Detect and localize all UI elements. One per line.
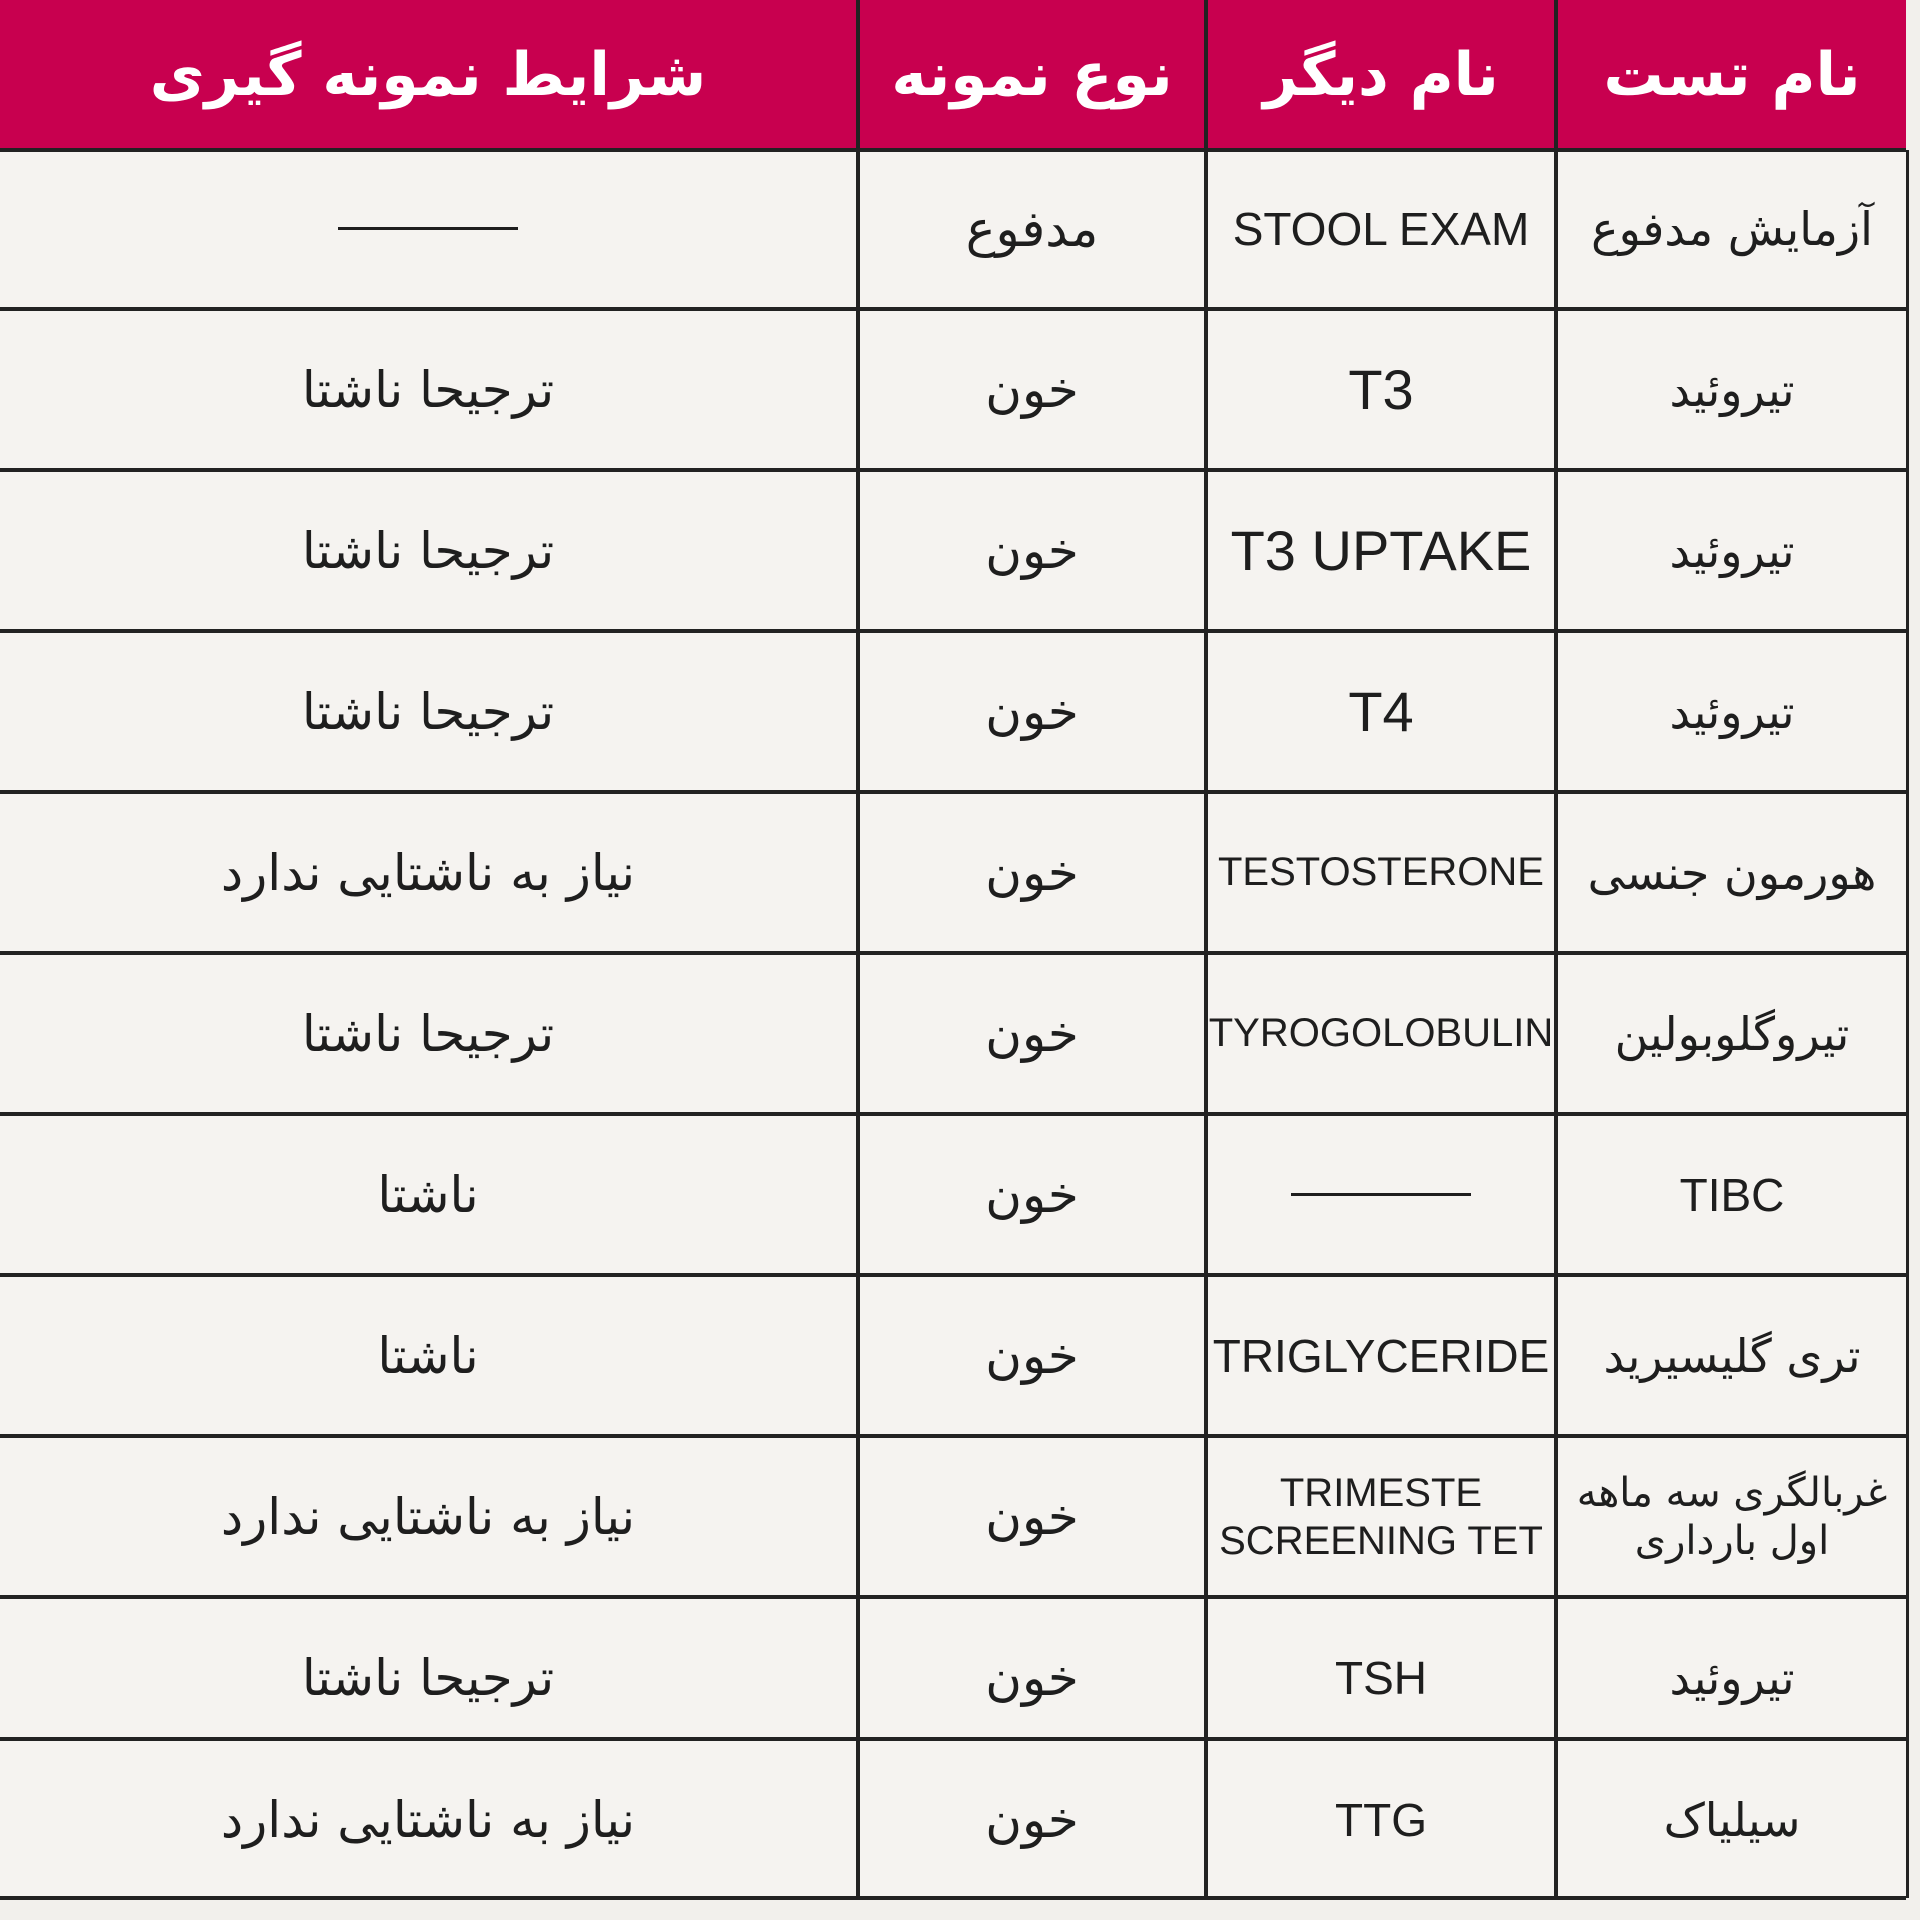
- cell-test-name: تیروگلوبولین: [1614, 1006, 1850, 1061]
- test-name-line-2: اول بارداری: [1634, 1517, 1830, 1564]
- cell-test-name: تیروئید: [1669, 684, 1795, 739]
- header-test-name: نام تست: [1603, 40, 1861, 110]
- table-row: [0, 1599, 1906, 1756]
- row-divider: [0, 148, 1906, 152]
- cell-conditions: ناشتا: [377, 1165, 479, 1224]
- row-divider: [0, 1112, 1906, 1116]
- cell-conditions: ترجیحا ناشتا: [301, 360, 555, 419]
- cell-other-name: TESTOSTERONE: [1218, 850, 1544, 894]
- cell-other-name: [1208, 1116, 1554, 1273]
- table-row: [0, 633, 1906, 790]
- table-row: [0, 1438, 1906, 1595]
- table-header: [0, 0, 1906, 150]
- cell-conditions: [0, 150, 856, 307]
- row-divider: [0, 951, 1906, 955]
- cell-conditions: نیاز به ناشتایی ندارد: [220, 843, 636, 902]
- cell-conditions: ترجیحا ناشتا: [301, 1648, 555, 1707]
- row-divider: [0, 468, 1906, 472]
- header-other-name: نام دیگر: [1263, 40, 1499, 110]
- cell-test-name: تیروئید: [1669, 523, 1795, 578]
- table-row: [0, 472, 1906, 629]
- cell-sample-type: خون: [985, 682, 1079, 741]
- cell-sample-type: خون: [985, 1326, 1079, 1385]
- test-name-line-1: غربالگری سه ماهه: [1576, 1469, 1888, 1516]
- cell-sample-type: خون: [985, 1487, 1079, 1546]
- cell-conditions: ترجیحا ناشتا: [301, 521, 555, 580]
- column-divider: [1554, 0, 1558, 1898]
- column-divider: [856, 0, 860, 1898]
- row-divider: [0, 790, 1906, 794]
- cell-other-name: T3: [1348, 358, 1414, 421]
- table-row: [0, 1741, 1906, 1898]
- cell-test-name: تیروئید: [1669, 362, 1795, 417]
- cell-other-name: TSH: [1335, 1651, 1427, 1704]
- cell-sample-type: خون: [985, 1648, 1079, 1707]
- table-row: [0, 794, 1906, 951]
- row-divider: [0, 1434, 1906, 1438]
- cell-other-name: TTG: [1335, 1793, 1427, 1846]
- cell-conditions: ترجیحا ناشتا: [301, 682, 555, 741]
- cell-other-name: [1208, 1438, 1554, 1595]
- table-right-edge: [1906, 150, 1909, 1898]
- cell-other-name: T4: [1348, 680, 1414, 743]
- column-divider: [1204, 0, 1208, 1898]
- cell-sample-type: خون: [985, 1004, 1079, 1063]
- cell-conditions: ترجیحا ناشتا: [301, 1004, 555, 1063]
- cell-test-name: سیلیاک: [1663, 1792, 1801, 1847]
- cell-sample-type: خون: [985, 360, 1079, 419]
- header-sample-type: نوع نمونه: [891, 40, 1173, 110]
- row-divider: [0, 1896, 1906, 1900]
- cell-test-name: هورمون جنسی: [1587, 845, 1877, 900]
- cell-sample-type: خون: [985, 1165, 1079, 1224]
- cell-test-name: آزمایش مدفوع: [1591, 201, 1873, 256]
- cell-other-name: TRIGLYCERIDE: [1212, 1329, 1550, 1382]
- cell-sample-type: مدفوع: [965, 199, 1099, 258]
- cell-sample-type: خون: [985, 1790, 1079, 1849]
- cell-other-name: STOOL EXAM: [1232, 202, 1530, 255]
- row-divider: [0, 1273, 1906, 1277]
- table-row: [0, 311, 1906, 468]
- cell-conditions: ناشتا: [377, 1326, 479, 1385]
- cell-test-name: تیروئید: [1669, 1650, 1795, 1705]
- cell-sample-type: خون: [985, 521, 1079, 580]
- cell-other-name: TYROGOLOBULIN: [1208, 1011, 1554, 1055]
- table-row: [0, 955, 1906, 1112]
- other-name-line-1: TRIMESTE: [1279, 1470, 1483, 1515]
- row-divider: [0, 629, 1906, 633]
- empty-dash: [338, 227, 518, 230]
- empty-dash: [1291, 1193, 1471, 1196]
- table-row: [0, 1277, 1906, 1434]
- cell-conditions: نیاز به ناشتایی ندارد: [220, 1790, 636, 1849]
- cell-test-name: [1558, 1438, 1906, 1595]
- cell-conditions: نیاز به ناشتایی ندارد: [220, 1487, 636, 1546]
- table-row: [0, 1116, 1906, 1273]
- row-divider: [0, 1595, 1906, 1599]
- header-conditions: شرایط نمونه گیری: [149, 40, 707, 110]
- cell-test-name: TIBC: [1679, 1168, 1785, 1221]
- other-name-line-2: SCREENING TET: [1219, 1518, 1543, 1563]
- row-divider: [0, 1737, 1906, 1741]
- cell-test-name: تری گلیسیرید: [1603, 1328, 1861, 1383]
- row-divider: [0, 307, 1906, 311]
- cell-sample-type: خون: [985, 843, 1079, 902]
- table-row: [0, 150, 1906, 307]
- cell-other-name: T3 UPTAKE: [1230, 519, 1532, 582]
